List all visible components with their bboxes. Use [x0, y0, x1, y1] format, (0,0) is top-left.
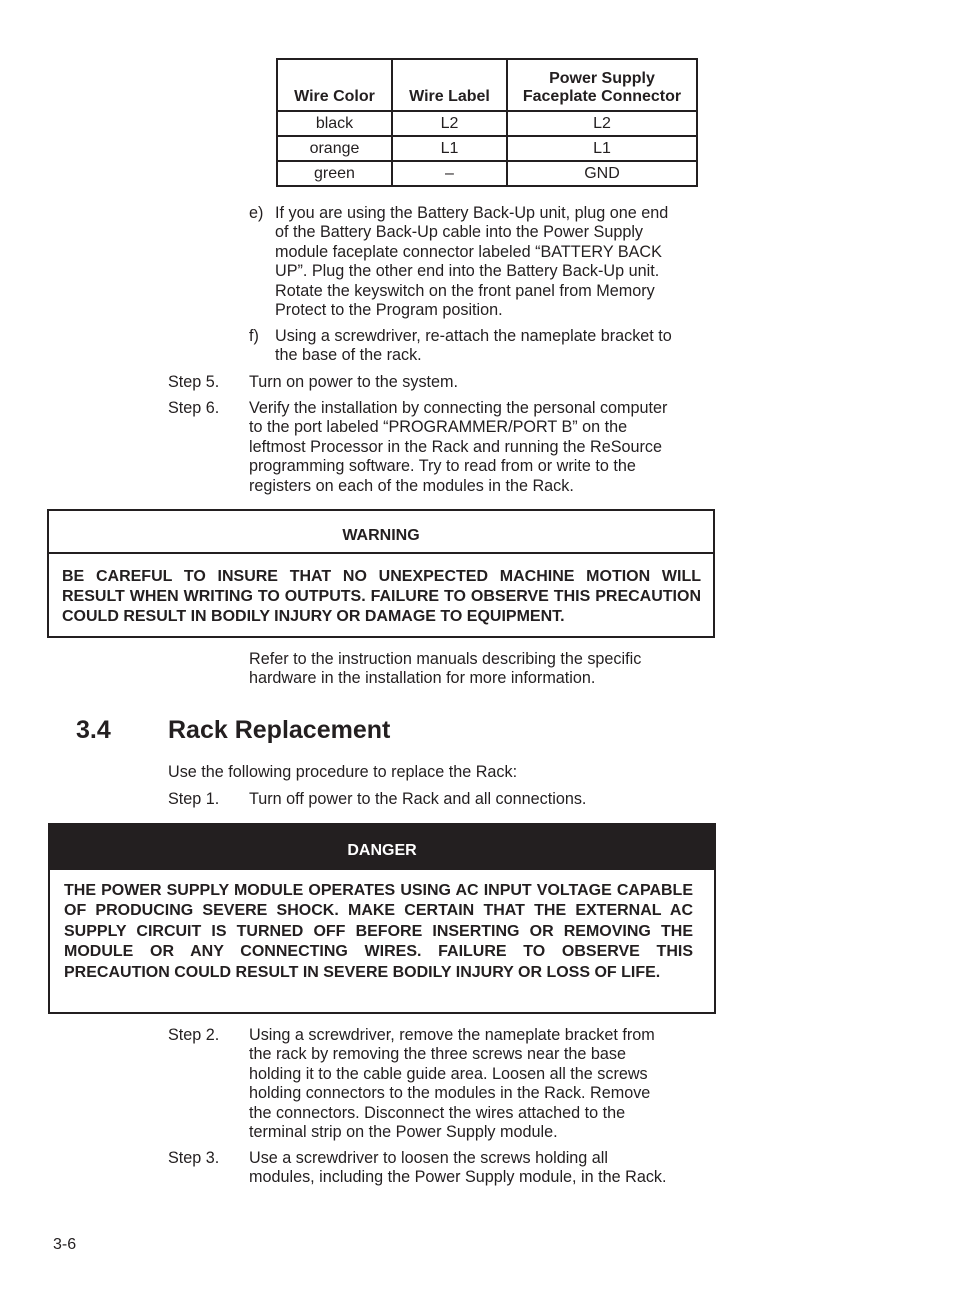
header-wire-color: Wire Color — [277, 59, 392, 111]
substep-text-f: Using a screwdriver, re-attach the nameplate bracket to the base of the rack. — [275, 327, 672, 365]
section-title: Rack Replacement — [168, 716, 391, 744]
header-wire-label: Wire Label — [392, 59, 507, 111]
step-label-3: Step 3. — [168, 1149, 220, 1167]
warning-title: WARNING — [49, 511, 713, 554]
substep-text-e: If you are using the Battery Back-Up unit, plug one end of the Battery Back-Up cable into the Power Supply module faceplate connector labeled “BATTERY BACK UP”. Plug the other end into the Battery Back-Up unit. Rotate the keyswitch on the front panel from Memory Protect to the Program position. — [275, 204, 669, 320]
step-text-3: Use a screwdriver to loosen the screws holding all modules, including the Power Supply module, in the Rack. — [249, 1149, 667, 1187]
danger-box — [48, 823, 716, 1014]
table-cell: orange — [277, 136, 392, 161]
table-cell: L2 — [507, 111, 697, 136]
table-cell: GND — [507, 161, 697, 186]
table-row — [277, 111, 697, 136]
table-cell: L1 — [507, 136, 697, 161]
substep-label-e: e) — [249, 204, 264, 222]
step-label-5: Step 5. — [168, 373, 220, 391]
table-header-row — [277, 59, 697, 111]
table-cell: black — [277, 111, 392, 136]
step-text-6: Verify the installation by connecting the personal computer to the port labeled “PROGRAMMER/PORT B” on the leftmost Processor in the Rack and running the ReSource programming software. Try to read from or write to the registers on each of the modules in the Rack. — [249, 399, 668, 495]
warning-text: BE CAREFUL TO INSURE THAT NO UNEXPECTED MACHINE MOTION WILL RESULT WHEN WRITING TO OUTPUTS. FAILURE TO OBSERVE THIS PRECAUTION COULD RESULT IN BODILY INJURY OR DAMAGE TO EQUIPMENT. — [62, 568, 701, 625]
wire-connection-table — [276, 58, 698, 187]
step-label-1: Step 1. — [168, 790, 220, 808]
step-text-2: Using a screwdriver, remove the nameplate bracket from the rack by removing the three screws near the base holding it to the cable guide area. Loosen all the screws holding connectors to the modules in the Rack. Remove the connectors. Disconnect the wires attached to the terminal strip on the Power Supply module. — [249, 1026, 655, 1142]
section-number: 3.4 — [76, 716, 111, 744]
table-cell: – — [392, 161, 507, 186]
page-number: 3-6 — [53, 1236, 77, 1253]
table-cell: L1 — [392, 136, 507, 161]
table-cell: green — [277, 161, 392, 186]
step-text-1: Turn off power to the Rack and all connections. — [249, 790, 587, 808]
table-row — [277, 136, 697, 161]
danger-title: DANGER — [50, 825, 714, 870]
table-cell: L2 — [392, 111, 507, 136]
step-label-2: Step 2. — [168, 1026, 220, 1044]
danger-text: THE POWER SUPPLY MODULE OPERATES USING AC INPUT VOLTAGE CAPABLE OF PRODUCING SEVERE SHOCK. MAKE CERTAIN THAT THE EXTERNAL AC SUPPLY CIRCUIT IS TURNED OFF BEFORE INSERTING OR REMOVING THE MODULE OR ANY CONNECTING WIRES. FAILURE TO OBSERVE THIS PRECAUTION COULD RESULT IN SEVERE BODILY INJURY OR LOSS OF LIFE. — [64, 882, 693, 981]
table-row — [277, 161, 697, 186]
refer-paragraph: Refer to the instruction manuals describing the specific hardware in the installation for more information. — [249, 650, 642, 688]
warning-box — [47, 509, 715, 638]
substep-label-f: f) — [249, 327, 259, 345]
step-label-6: Step 6. — [168, 399, 220, 417]
header-faceplate-connector: Power Supply Faceplate Connector — [507, 59, 697, 111]
intro-text: Use the following procedure to replace the Rack: — [168, 763, 518, 781]
step-text-5: Turn on power to the system. — [249, 373, 459, 391]
